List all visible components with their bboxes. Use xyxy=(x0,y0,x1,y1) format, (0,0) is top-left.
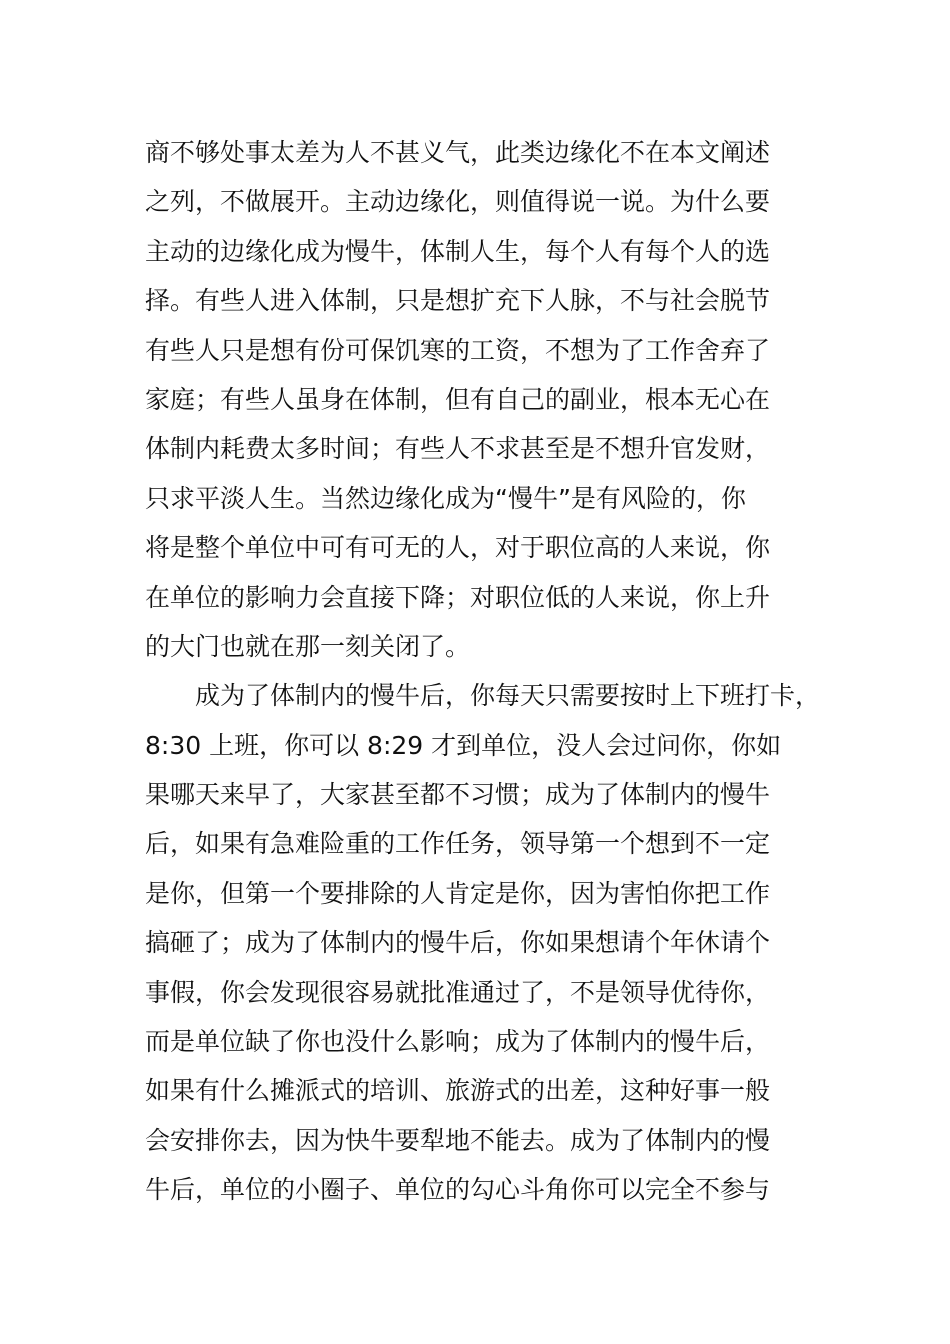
body-text xyxy=(145,128,825,1215)
text-line: 后，如果有急难险重的工作任务，领导第一个想到不一定 xyxy=(145,829,771,859)
text-line: 择。有些人进入体制，只是想扩充下人脉，不与社会脱节 xyxy=(145,286,771,316)
text-line: 主动的边缘化成为慢牛，体制人生，每个人有每个人的选 xyxy=(145,236,771,266)
text-line: 事假，你会发现很容易就批准通过了，不是领导优待你， xyxy=(145,977,771,1007)
text-line: 将是整个单位中可有可无的人，对于职位高的人来说，你 xyxy=(145,533,771,563)
text-line: 体制内耗费太多时间；有些人不求甚至是不想升官发财， xyxy=(145,434,771,464)
text-line: 有些人只是想有份可保饥寒的工资，不想为了工作舍弃了 xyxy=(145,335,771,365)
text-line: 搞砸了；成为了体制内的慢牛后，你如果想请个年休请个 xyxy=(145,928,771,958)
text-line: 的大门也就在那一刻关闭了。 xyxy=(145,631,471,661)
paragraph-start-line: 成为了体制内的慢牛后，你每天只需要按时上下班打卡， xyxy=(195,681,821,711)
text-line: 会安排你去，因为快牛要犁地不能去。成为了体制内的慢 xyxy=(145,1125,771,1155)
text-line: 牛后，单位的小圈子、单位的勾心斗角你可以完全不参与 xyxy=(145,1175,771,1205)
text-line: 8:30 上班，你可以 8:29 才到单位，没人会过问你，你如 xyxy=(145,730,782,760)
text-line: 只求平淡人生。当然边缘化成为“慢牛”是有风险的，你 xyxy=(145,483,746,513)
text-line: 如果有什么摊派式的培训、旅游式的出差，这种好事一般 xyxy=(145,1076,771,1106)
text-line: 家庭；有些人虽身在体制，但有自己的副业，根本无心在 xyxy=(145,384,771,414)
text-line: 之列，不做展开。主动边缘化，则值得说一说。为什么要 xyxy=(145,187,771,217)
text-line: 是你，但第一个要排除的人肯定是你，因为害怕你把工作 xyxy=(145,878,771,908)
text-line: 而是单位缺了你也没什么影响；成为了体制内的慢牛后， xyxy=(145,1027,771,1057)
text-line: 在单位的影响力会直接下降；对职位低的人来说，你上升 xyxy=(145,582,771,612)
text-line: 商不够处事太差为人不甚义气，此类边缘化不在本文阐述 xyxy=(145,138,771,167)
text-line: 果哪天来早了，大家甚至都不习惯；成为了体制内的慢牛 xyxy=(145,780,771,810)
